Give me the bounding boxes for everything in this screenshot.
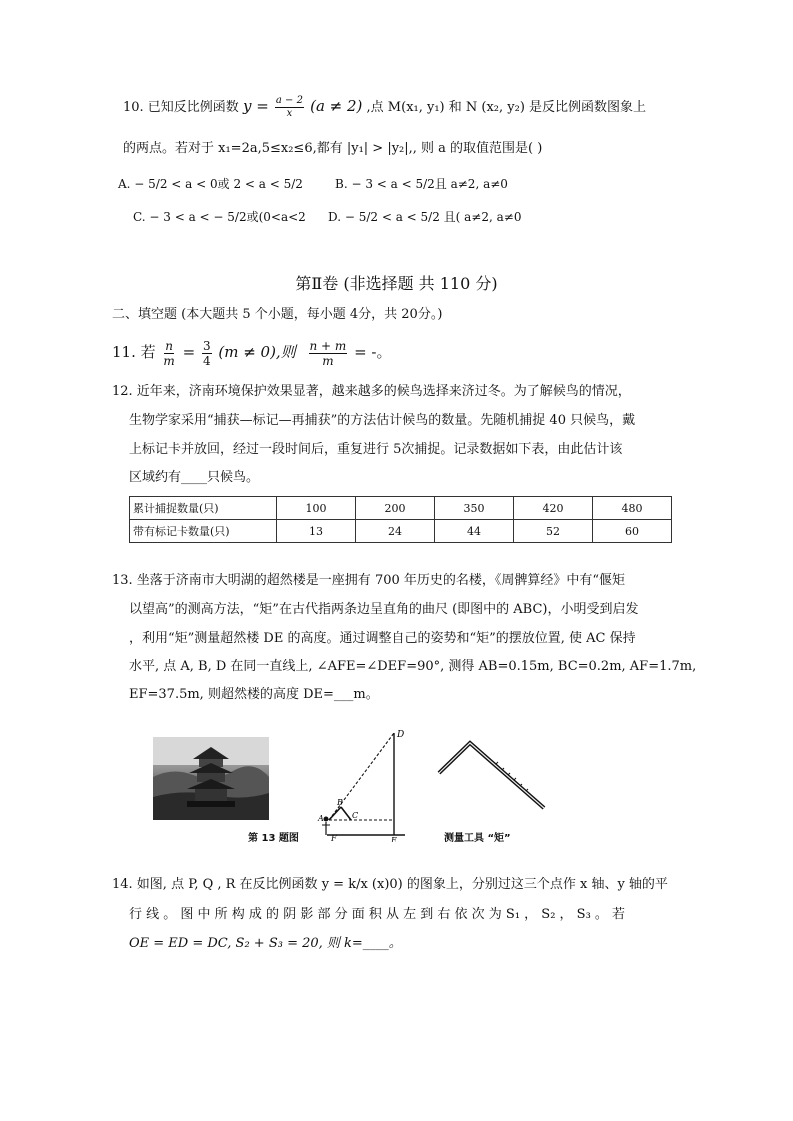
table-cell: 13	[277, 520, 356, 543]
table-row	[130, 497, 672, 520]
q10-line1-rest: ,点 M(x₁, y₁) 和 N (x₂, y₂) 是反比例函数图象上	[366, 100, 647, 115]
table-row-label: 累计捕捉数量(只)	[130, 497, 277, 520]
label-a: A	[318, 814, 324, 823]
section-title: 第Ⅱ卷 (非选择题 共 110 分)	[295, 274, 498, 293]
table-cell: 480	[593, 497, 672, 520]
table-cell: 52	[514, 520, 593, 543]
q13-line4: 水平, 点 A, B, D 在同一直线上, ∠AFE=∠DEF=90°, 测得 AB=0.15m, BC=0.2m, AF=1.7m,	[129, 659, 697, 674]
tower-photo	[153, 737, 269, 820]
label-c: C	[352, 811, 359, 820]
q13-line1: 13. 坐落于济南市大明湖的超然楼是一座拥有 700 年历史的名楼，《周髀算经》中有“偃矩	[112, 573, 626, 588]
q14-line1: 14. 如图, 点 P, Q , R 在反比例函数 y = k/x (x)0) 的图象上，分别过这三个点作 x 轴、y 轴的平	[112, 877, 668, 892]
q14-line2: 行 线 。 图 中 所 构 成 的 阴 影 部 分 面 积 从 左 到 右 依 次 为 S₁ ， S₂ ， S₃ 。 若	[129, 907, 626, 922]
observer-head	[324, 817, 329, 822]
ruler-ticks	[496, 762, 528, 791]
q14-line3: OE = ED = DC, S₂ + S₃ = 20, 则 k=____。	[129, 936, 402, 951]
q13-geometry-figure	[315, 727, 420, 842]
q11-f2-den: 4	[202, 353, 211, 368]
q11-f1-den: m	[163, 353, 175, 368]
q12-line1: 12. 近年来，济南环境保护效果显著，越来越多的候鸟选择来济过冬。为了解候鸟的情况，	[112, 384, 631, 399]
q10-func-y: y =	[242, 97, 269, 115]
q10-line1	[123, 95, 646, 120]
fill-blank-heading: 二、填空题 (本大题共 5 个小题，每小题 4分，共 20分。)	[112, 307, 443, 322]
q10-line2: 的两点。若对于 x₁=2a,5≤x₂≤6,都有 |y₁| > |y₂|,, 则 a 的取值范围是( )	[123, 141, 543, 156]
q11-fraction-n-over-m	[162, 339, 175, 368]
q10-option-a: A. − 5/2 < a < 0或 2 < a < 5/2	[118, 177, 303, 191]
table-cell: 44	[435, 520, 514, 543]
label-e: E	[391, 836, 397, 842]
q11-fraction-3-over-4	[202, 339, 212, 368]
label-f: F	[331, 834, 337, 842]
square-ruler-icon	[439, 743, 544, 808]
label-d: D	[397, 730, 405, 740]
q10-option-d: D. − 5/2 < a < 5/2 且( a≠2, a≠0	[328, 210, 522, 224]
q11-suffix: = -。	[354, 343, 392, 361]
q11-fraction-n-plus-m	[309, 339, 348, 368]
q13-line3: ，利用“矩”测量超然楼 DE 的高度。通过调整自己的姿势和“矩”的摆放位置, 使 AC 保持	[129, 631, 636, 646]
q10-prefix: 10. 已知反比例函数	[123, 100, 239, 115]
q11-line	[112, 338, 391, 368]
q10-func-numerator: a − 2	[275, 95, 303, 106]
table-cell: 24	[356, 520, 435, 543]
q10-option-c: C. − 3 < a < − 5/2或(0<a<2	[133, 210, 306, 224]
q11-f3-num: n + m	[309, 338, 347, 353]
measuring-tool-figure	[436, 740, 551, 815]
q10-func-fraction	[275, 95, 304, 120]
q10-func-condition: (a ≠ 2)	[310, 97, 363, 115]
q10-func-denominator: x	[286, 108, 293, 119]
table-cell: 350	[435, 497, 514, 520]
fig13-caption: 第 13 题图	[248, 833, 299, 844]
q13-line5: EF=37.5m, 则超然楼的高度 DE=___m。	[129, 687, 379, 702]
table-cell: 420	[514, 497, 593, 520]
q12-line3: 上标记卡并放回，经过一段时间后，重复进行 5次捕捉。记录数据如下表，由此估计该	[129, 442, 623, 457]
table-cell: 100	[277, 497, 356, 520]
table-cell: 200	[356, 497, 435, 520]
square-ruler-highlight	[439, 743, 544, 808]
ruler-ab	[329, 807, 341, 820]
table-cell: 60	[593, 520, 672, 543]
pagoda-image	[153, 737, 269, 820]
q11-prefix: 11. 若	[112, 343, 156, 361]
ruler-bc	[341, 807, 351, 820]
q11-equals: =	[182, 343, 196, 361]
q11-condition: (m ≠ 0),则	[218, 343, 296, 361]
q12-line4: 区域约有____只候鸟。	[129, 470, 260, 485]
table-row-label: 带有标记卡数量(只)	[130, 520, 277, 543]
tool-caption: 测量工具 “矩”	[444, 833, 511, 844]
q11-f1-num: n	[165, 338, 173, 353]
q11-f3-den: m	[322, 353, 334, 368]
q12-line2: 生物学家采用“捕获—标记—再捕获”的方法估计候鸟的数量。先随机捕捉 40 只候鸟，戴	[129, 413, 636, 428]
table-row	[130, 520, 672, 543]
label-b: B	[337, 798, 343, 807]
q10-option-b: B. − 3 < a < 5/2且 a≠2, a≠0	[335, 177, 508, 191]
q12-data-table	[129, 496, 672, 543]
q11-f2-num: 3	[202, 338, 211, 353]
q13-line2: 以望高”的测高方法，“矩”在古代指两条边呈直角的曲尺 (即图中的 ABC)，小明受到启发	[129, 602, 639, 617]
